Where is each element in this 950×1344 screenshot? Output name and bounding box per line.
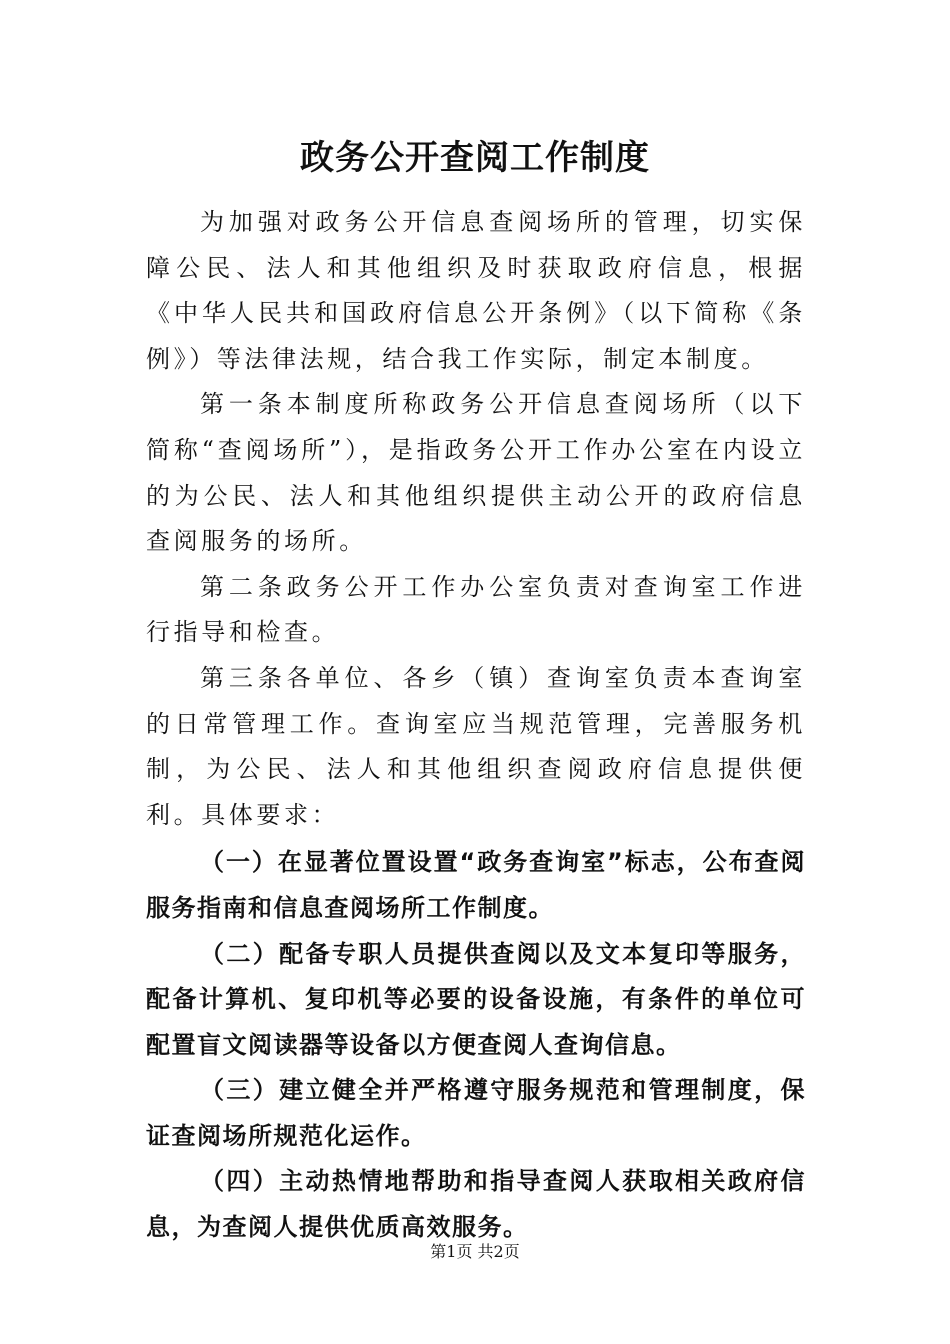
article-1-paragraph: 第一条本制度所称政务公开信息查阅场所（以下简称“查阅场所”），是指政务公开工作办公室在内设立的为公民、法人和其他组织提供主动公开的政府信息查阅服务的场所。	[146, 390, 806, 556]
article-2-paragraph: 第二条政务公开工作办公室负责对查询室工作进行指导和检查。	[146, 572, 806, 647]
page-number-footer: 第1页 共2页	[430, 1242, 520, 1261]
document-body	[146, 200, 806, 1251]
document-title: 政务公开查阅工作制度	[300, 138, 650, 178]
requirement-3-paragraph: （三）建立健全并严格遵守服务规范和管理制度，保证查阅场所规范化运作。	[146, 1076, 806, 1150]
requirement-4-paragraph: （四）主动热情地帮助和指导查阅人获取相关政府信息，为查阅人提供优质高效服务。	[146, 1167, 806, 1242]
requirement-1-paragraph: （一）在显著位置设置“政务查询室”标志，公布查阅服务指南和信息查阅场所工作制度。	[146, 848, 806, 922]
requirement-2-paragraph: （二）配备专职人员提供查阅以及文本复印等服务，配备计算机、复印机等必要的设备设施，有条件的单位可配置盲文阅读器等设备以方便查阅人查询信息。	[146, 939, 806, 1059]
article-3-paragraph: 第三条各单位、各乡（镇）查询室负责本查询室的日常管理工作。查询室应当规范管理，完善服务机制，为公民、法人和其他组织查阅政府信息提供便利。具体要求：	[146, 663, 806, 829]
intro-paragraph: 为加强对政务公开信息查阅场所的管理，切实保障公民、法人和其他组织及时获取政府信息，根据《中华人民共和国政府信息公开条例》（以下简称《条例》）等法律法规，结合我工作实际，制定本制度。	[146, 208, 806, 373]
